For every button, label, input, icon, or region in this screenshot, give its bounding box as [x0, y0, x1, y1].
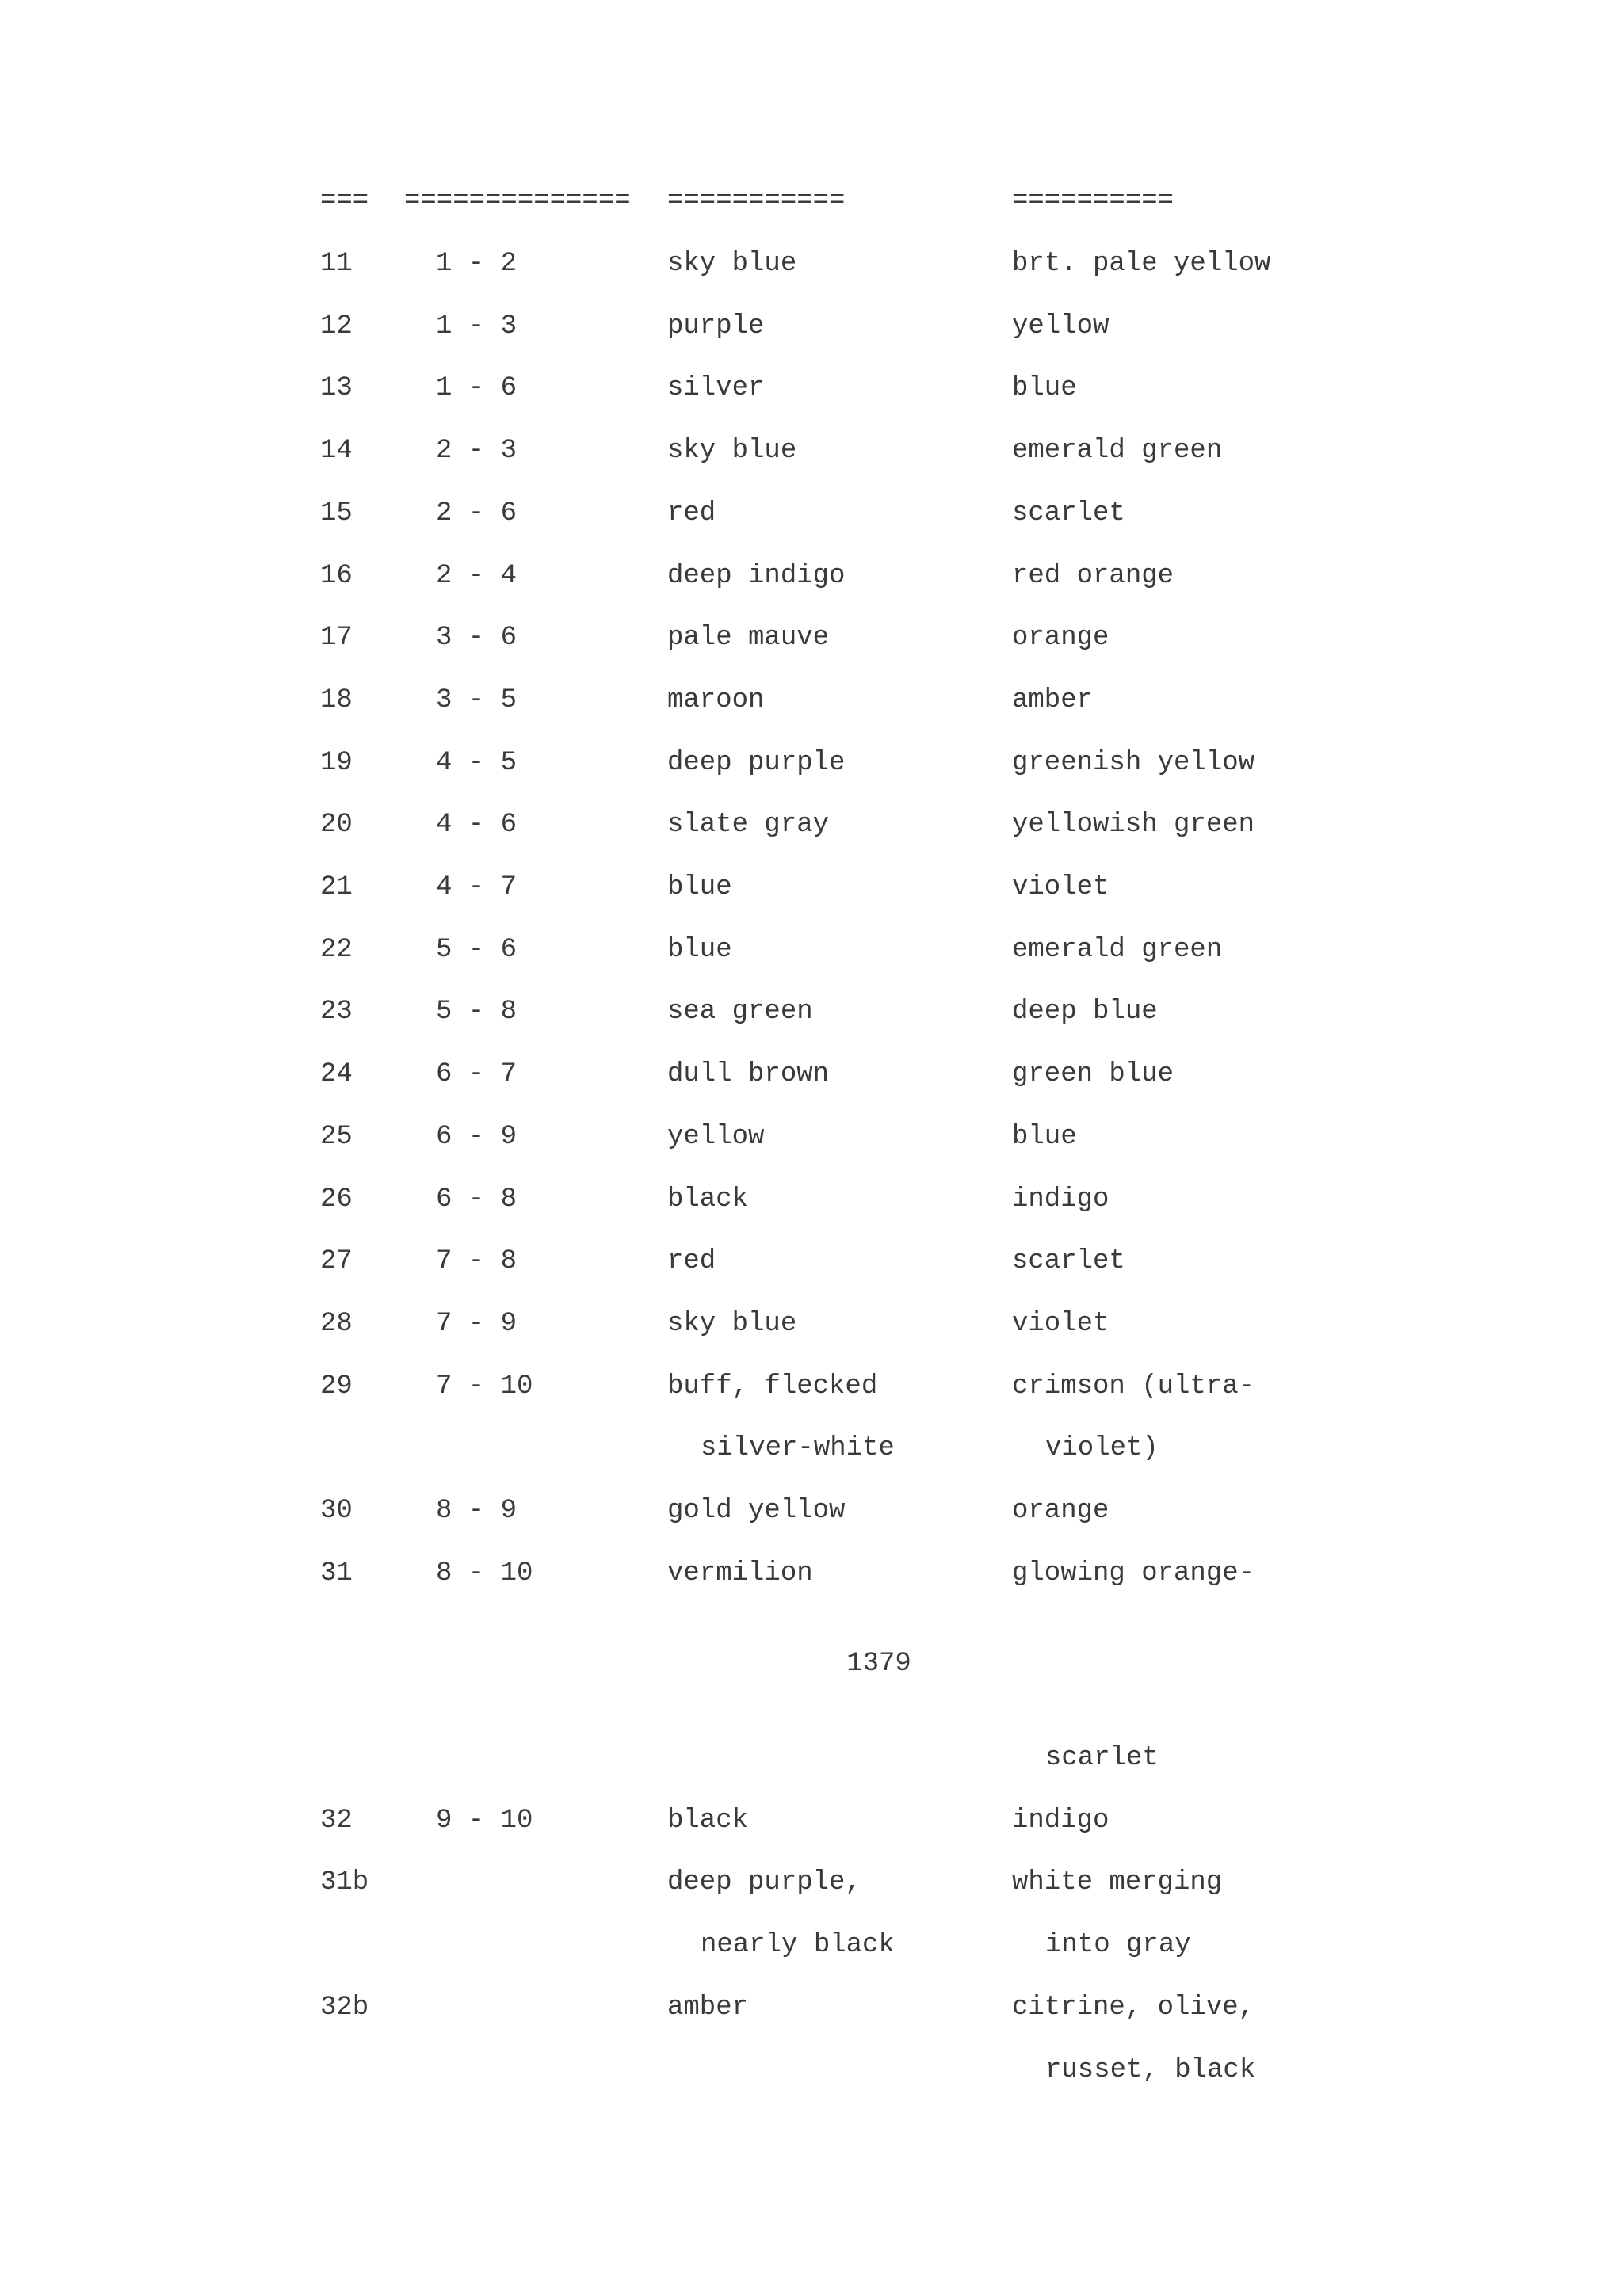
row-second-color: into gray	[1045, 1930, 1191, 1961]
separator-col-first-color: ===========	[667, 186, 846, 216]
table-row	[0, 368, 1623, 408]
row-number: 27	[320, 1246, 353, 1277]
row-first-color: red	[667, 1246, 716, 1277]
table-row	[0, 1241, 1623, 1281]
row-second-color: brt. pale yellow	[1012, 249, 1271, 279]
table-row	[0, 1988, 1623, 2027]
row-first-color: sky blue	[667, 1308, 797, 1339]
row-first-color: purple	[667, 311, 765, 341]
table-row	[0, 868, 1623, 907]
table-row	[0, 1491, 1623, 1531]
row-first-color: amber	[667, 1992, 749, 2023]
row-second-color: orange	[1012, 1496, 1109, 1526]
row-range: 8 - 9	[436, 1496, 517, 1526]
row-number: 25	[320, 1121, 353, 1152]
separator-col-second-color: ==========	[1012, 186, 1174, 216]
table-row	[0, 1863, 1623, 1902]
row-first-color: silver-white	[701, 1433, 895, 1464]
row-range: 2 - 4	[436, 560, 517, 591]
row-number: 14	[320, 436, 353, 467]
row-number: 15	[320, 498, 353, 528]
row-second-color: amber	[1012, 685, 1094, 715]
row-second-color: orange	[1012, 623, 1109, 654]
row-first-color: pale mauve	[667, 623, 830, 654]
row-second-color: violet)	[1045, 1433, 1159, 1464]
row-second-color: blue	[1012, 1121, 1077, 1152]
row-range: 5 - 6	[436, 934, 517, 965]
separator-row	[0, 181, 1623, 221]
row-number: 11	[320, 249, 353, 279]
row-number: 29	[320, 1371, 353, 1402]
row-range: 3 - 6	[436, 623, 517, 654]
row-first-color: yellow	[667, 1121, 765, 1152]
row-first-color: sea green	[667, 997, 813, 1028]
row-range: 1 - 3	[436, 311, 517, 341]
row-range: 7 - 10	[436, 1371, 533, 1402]
row-second-color: yellowish green	[1012, 810, 1255, 841]
row-range: 9 - 10	[436, 1805, 533, 1836]
row-second-color: scarlet	[1012, 1246, 1125, 1277]
table-row	[0, 805, 1623, 845]
row-range: 7 - 9	[436, 1308, 517, 1339]
row-first-color: maroon	[667, 685, 765, 715]
table-row	[0, 244, 1623, 284]
table-row	[0, 992, 1623, 1032]
table-row	[0, 494, 1623, 533]
row-second-color: white merging	[1012, 1867, 1223, 1898]
table-row	[0, 1180, 1623, 1219]
row-first-color: gold yellow	[667, 1496, 846, 1526]
row-second-color: emerald green	[1012, 436, 1223, 467]
row-range: 6 - 8	[436, 1184, 517, 1215]
row-second-color: blue	[1012, 373, 1077, 404]
row-number: 28	[320, 1308, 353, 1339]
row-first-color: vermilion	[667, 1558, 813, 1589]
row-second-color: indigo	[1012, 1805, 1109, 1836]
row-second-color: citrine, olive,	[1012, 1992, 1255, 2023]
row-number: 23	[320, 997, 353, 1028]
row-range: 2 - 6	[436, 498, 517, 528]
row-range: 3 - 5	[436, 685, 517, 715]
row-range: 7 - 8	[436, 1246, 517, 1277]
row-second-color: crimson (ultra-	[1012, 1371, 1255, 1402]
row-first-color: red	[667, 498, 716, 528]
table-row	[0, 930, 1623, 970]
row-range: 5 - 8	[436, 997, 517, 1028]
row-first-color: sky blue	[667, 249, 797, 279]
row-first-color: black	[667, 1805, 749, 1836]
row-second-color: yellow	[1012, 311, 1109, 341]
table-row-continuation	[0, 1925, 1623, 1965]
row-first-color: slate gray	[667, 810, 830, 841]
row-range: 4 - 5	[436, 747, 517, 778]
row-first-color: dull brown	[667, 1059, 830, 1090]
row-number: 21	[320, 872, 353, 902]
row-second-color: indigo	[1012, 1184, 1109, 1215]
row-range: 1 - 6	[436, 373, 517, 404]
row-second-color: scarlet	[1012, 498, 1125, 528]
separator-col-number: ===	[320, 186, 369, 216]
row-second-color: emerald green	[1012, 934, 1223, 965]
row-second-color: greenish yellow	[1012, 747, 1255, 778]
row-second-color: scarlet	[1045, 1743, 1159, 1773]
row-number: 31b	[320, 1867, 369, 1898]
table-row	[0, 1554, 1623, 1593]
row-first-color: sky blue	[667, 436, 797, 467]
row-first-color: nearly black	[701, 1930, 895, 1961]
table-row	[0, 431, 1623, 471]
row-number: 31	[320, 1558, 353, 1589]
row-first-color: buff, flecked	[667, 1371, 878, 1402]
row-second-color: red orange	[1012, 560, 1174, 591]
row-first-color: deep purple	[667, 747, 846, 778]
row-range: 4 - 6	[436, 810, 517, 841]
row-number: 12	[320, 311, 353, 341]
row-number: 17	[320, 623, 353, 654]
row-range: 8 - 10	[436, 1558, 533, 1589]
row-first-color: black	[667, 1184, 749, 1215]
row-first-color: deep indigo	[667, 560, 846, 591]
separator-col-range: ==============	[404, 186, 631, 216]
row-range: 4 - 7	[436, 872, 517, 902]
page-number: 1379	[846, 1649, 911, 1679]
row-first-color: deep purple,	[667, 1867, 861, 1898]
table-row	[0, 681, 1623, 720]
table-row	[0, 1801, 1623, 1840]
row-number: 19	[320, 747, 353, 778]
row-first-color: blue	[667, 934, 732, 965]
row-second-color: deep blue	[1012, 997, 1158, 1028]
row-number: 26	[320, 1184, 353, 1215]
row-number: 16	[320, 560, 353, 591]
row-number: 24	[320, 1059, 353, 1090]
table-row	[0, 1117, 1623, 1157]
table-row	[0, 1367, 1623, 1406]
row-number: 20	[320, 810, 353, 841]
table-row	[0, 556, 1623, 596]
row-second-color: violet	[1012, 872, 1109, 902]
row-range: 2 - 3	[436, 436, 517, 467]
row-number: 30	[320, 1496, 353, 1526]
table-row-continuation	[0, 1738, 1623, 1778]
row-second-color: green blue	[1012, 1059, 1174, 1090]
table-row	[0, 1304, 1623, 1344]
row-range: 6 - 9	[436, 1121, 517, 1152]
table-row-continuation	[0, 1428, 1623, 1468]
row-range: 6 - 7	[436, 1059, 517, 1090]
table-row	[0, 1055, 1623, 1094]
row-range: 1 - 2	[436, 249, 517, 279]
row-second-color: violet	[1012, 1308, 1109, 1339]
table-row	[0, 618, 1623, 658]
row-number: 13	[320, 373, 353, 404]
row-second-color: glowing orange-	[1012, 1558, 1255, 1589]
row-first-color: blue	[667, 872, 732, 902]
table-row-continuation	[0, 2050, 1623, 2090]
table-row	[0, 307, 1623, 346]
row-first-color: silver	[667, 373, 765, 404]
row-number: 18	[320, 685, 353, 715]
row-second-color: russet, black	[1045, 2054, 1256, 2085]
row-number: 32	[320, 1805, 353, 1836]
row-number: 32b	[320, 1992, 369, 2023]
row-number: 22	[320, 934, 353, 965]
table-row	[0, 743, 1623, 783]
